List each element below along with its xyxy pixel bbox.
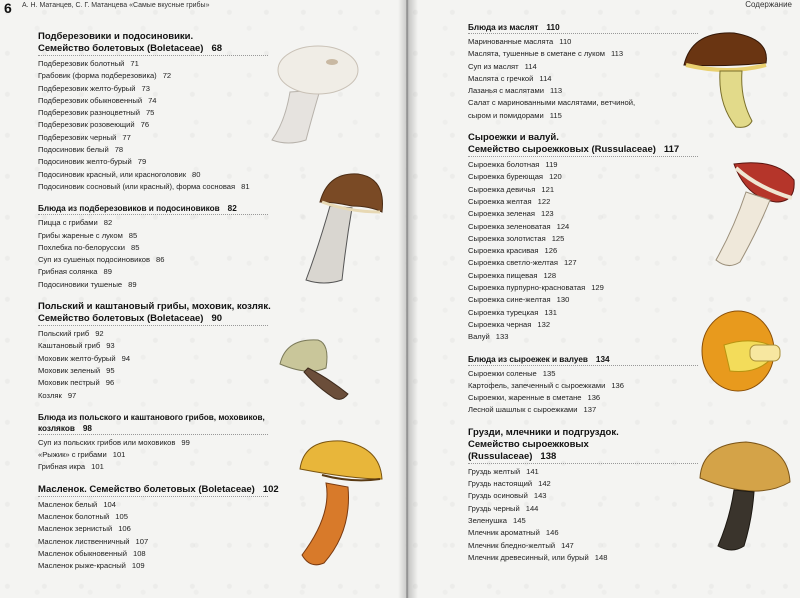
birch-bolete-illustration [260, 22, 370, 147]
toc-entry-page: 122 [537, 196, 551, 206]
toc-entry-page: 110 [559, 37, 572, 46]
toc-entry-page: 145 [513, 515, 526, 525]
section-page-number: 102 [262, 483, 279, 495]
toc-entry-page: 131 [544, 307, 557, 317]
book-gutter [398, 0, 418, 598]
right-page [408, 0, 800, 598]
toc-entry-title: Подосиновик белый [38, 145, 109, 155]
toc-entry-title: Масленок зернистый [38, 524, 113, 534]
toc-entry-page: 101 [112, 450, 126, 460]
section-title-text: Польский и каштановый грибы, моховик, козляк. [38, 301, 271, 313]
toc-entry-title: Млечник древесинный, или бурый [468, 552, 589, 562]
suillus-right-illustration [678, 25, 778, 135]
section-title [38, 301, 338, 313]
toc-entry [38, 230, 338, 242]
section-page-number: 117 [663, 144, 680, 156]
toc-entry-page: 97 [67, 390, 77, 400]
toc-entry-page: 78 [114, 145, 124, 155]
toc-entry-title: Подберезовик обыкновенный [38, 95, 143, 105]
toc-entry [38, 254, 338, 266]
toc-entry-title: Масленок обыкновенный [38, 548, 127, 558]
section-title-text: Блюда из польского и каштанового грибов, моховиков, [38, 412, 265, 422]
section-page-number: 134 [595, 354, 610, 364]
toc-entry-title: Сыроежка золотистая [468, 233, 546, 243]
section-title [38, 203, 338, 214]
section-title-text: Масленок. Семейство болетовых (Boletaceae) [38, 483, 255, 495]
toc-entry-page: 72 [162, 71, 172, 81]
toc-entry-title: Подберезовик разноцветный [38, 108, 140, 118]
toc-entry-page: 107 [135, 536, 149, 546]
section-rule [468, 463, 698, 464]
toc-entry-page: 89 [103, 267, 112, 277]
toc-entry-title: Сыроежка сине-желтая [468, 295, 551, 305]
toc-entry-page: 132 [537, 319, 551, 329]
toc-entry-page: 108 [132, 548, 146, 558]
toc-entry [468, 282, 798, 294]
section-subtitle [38, 423, 338, 434]
toc-entry-title: Млечник бледно-желтый [468, 540, 556, 550]
toc-entry-title: сыром и помидорами [468, 110, 544, 120]
toc-entry-page: 106 [118, 524, 131, 534]
toc-entry-page: 77 [122, 132, 131, 142]
toc-entry-page: 142 [538, 479, 551, 489]
toc-entry-title: Сыроежка зеленоватая [468, 221, 551, 231]
section-title-text: Подберезовики и подосиновики. [38, 31, 194, 42]
toc-entry-page: 99 [181, 437, 190, 447]
section-subtitle [38, 313, 338, 325]
section-page-number: 138 [540, 450, 557, 462]
toc-entry-page: 136 [611, 380, 624, 390]
toc-entry-title: Маслята, тушенные в сметане с луком [468, 49, 605, 59]
toc-entry-title: Сыроежка светло-желтая [468, 258, 558, 268]
toc-entry-page: 86 [156, 255, 165, 265]
toc-entry [38, 169, 338, 181]
toc-entry-page: 80 [192, 169, 201, 179]
toc-entry-page: 71 [130, 59, 139, 68]
section-page-number: 68 [211, 43, 223, 54]
toc-entry-page: 123 [540, 209, 554, 219]
toc-entry [468, 404, 798, 416]
toc-entry [38, 242, 338, 254]
section-subtitle-text: Семейство сыроежковых (Russulaceae) [468, 144, 656, 156]
toc-entry-page: 113 [549, 86, 563, 96]
toc-entry-title: Моховик пестрый [38, 378, 100, 388]
toc-entry-page: 120 [549, 172, 562, 182]
toc-entry-page: 114 [539, 73, 552, 83]
toc-entry-title: Сыроежка буреющая [468, 172, 544, 182]
toc-entry-title: Моховик зеленый [38, 365, 101, 375]
toc-entry-title: Сыроежка турецкая [468, 307, 539, 317]
russula-yellow-illustration [694, 305, 794, 405]
toc-entry-title: Сыроежка болотная [468, 160, 540, 170]
section-title-text: Блюда из сыроежек и валуев [468, 354, 588, 364]
toc-entry-page: 125 [551, 233, 565, 243]
toc-entry-page: 115 [549, 110, 562, 120]
toc-entry-page: 74 [148, 95, 157, 105]
toc-entry-title: Грабовик (форма подберезовика) [38, 71, 157, 81]
toc-entry-page: 79 [137, 157, 147, 167]
toc-entry-title: Суп из маслят [468, 61, 519, 71]
toc-entry-page: 129 [591, 283, 604, 293]
toc-entry [38, 181, 338, 193]
toc-entry-title: Лазанья с маслятами [468, 86, 544, 96]
toc-entry [38, 217, 338, 229]
toc-entry-page: 73 [141, 83, 150, 93]
toc-entry-page: 96 [105, 378, 115, 388]
toc-entry-page: 136 [587, 393, 601, 403]
section-title-text: Грузди, млечники и подгруздок. [468, 426, 619, 438]
toc-entry-title: Сыроежка зеленая [468, 209, 535, 219]
toc-entry-title: Суп из польских грибов или моховиков [38, 437, 176, 447]
toc-entry-page: 128 [543, 270, 557, 280]
toc-entry-page: 89 [128, 279, 137, 289]
section-page-number: 82 [227, 204, 237, 214]
toc-entry [38, 156, 338, 168]
section-subtitle [468, 144, 798, 156]
toc-entry-page: 104 [103, 499, 116, 509]
toc-entry-page: 137 [583, 405, 597, 415]
section-subtitle-text: (Russulaceae) [468, 450, 533, 462]
toc-entry-page: 141 [526, 466, 539, 476]
section-page-number: 110 [546, 23, 560, 32]
suillus-illustration [282, 435, 392, 575]
toc-entry-title: Груздь настоящий [468, 479, 533, 489]
toc-entry-page: 75 [145, 108, 155, 118]
toc-entry-title: Подосиновик красный, или красноголовик [38, 169, 187, 179]
toc-entry-page: 85 [130, 242, 140, 252]
toc-entry-page: 82 [103, 218, 113, 228]
toc-section [38, 203, 338, 291]
section-rule [38, 496, 268, 497]
toc-entry-title: Масленок рыже-красный [38, 561, 126, 571]
toc-entry-page: 144 [525, 503, 539, 513]
toc-entry-title: Сыроежка красивая [468, 246, 539, 256]
toc-entry-page: 109 [131, 561, 145, 571]
toc-entry-title: Маринованные маслята [468, 37, 554, 46]
toc-entry-title: Сыроежка черная [468, 319, 532, 329]
toc-entry-page: 124 [556, 221, 570, 231]
toc-entry-page: 85 [128, 230, 138, 240]
toc-entry-title: Сыроежка пищевая [468, 270, 538, 280]
section-title-text: Блюда из подберезовиков и подосиновиков [38, 204, 220, 214]
milk-cap-illustration [696, 438, 796, 558]
toc-entry-title: Моховик желто-бурый [38, 353, 116, 363]
toc-entry-title: Масленок лиственничный [38, 536, 130, 546]
section-rule [38, 214, 268, 215]
toc-entry-title: Маслята с гречкой [468, 73, 534, 83]
page-number: 6 [4, 0, 12, 16]
toc-entry-page: 76 [140, 120, 150, 130]
toc-entry-title: Подберезовик желто-бурый [38, 83, 136, 93]
toc-entry-page: 101 [91, 462, 104, 472]
toc-entry-title: Груздь желтый [468, 466, 521, 476]
toc-entry-page: 113 [610, 49, 624, 59]
toc-entry-title: Груздь осиновый [468, 491, 528, 501]
section-rule [468, 365, 698, 366]
section-title-text: Блюда из маслят [468, 23, 539, 32]
toc-entry-title: Грибная икра [38, 462, 86, 472]
toc-entry-title: Пицца с грибами [38, 218, 98, 228]
aspen-bolete-illustration [300, 168, 390, 288]
toc-entry-title: Каштановый гриб [38, 341, 101, 351]
toc-entry-page: 81 [241, 181, 250, 191]
toc-entry-page: 95 [106, 365, 115, 375]
toc-entry-page: 105 [115, 512, 128, 522]
section-page-number: 98 [82, 423, 92, 433]
toc-entry-page: 147 [561, 540, 574, 550]
section-rule [38, 325, 268, 326]
toc-entry-title: Масленок белый [38, 499, 98, 509]
toc-entry-title: Сыроежки соленые [468, 368, 537, 378]
section-title [38, 412, 338, 423]
toc-entry-title: Млечник ароматный [468, 528, 540, 538]
toc-entry-title: Похлебка по-белорусски [38, 242, 125, 252]
section-rule [468, 33, 698, 34]
section-subtitle-text: Семейство болетовых (Boletaceae) [38, 43, 204, 54]
section-title [468, 427, 798, 439]
toc-entry-title: Зеленушка [468, 515, 508, 525]
toc-entry-page: 93 [106, 341, 115, 351]
toc-entry-title: Подберезовик болотный [38, 59, 125, 68]
section-title-text: Сыроежки и валуй. [468, 132, 559, 144]
running-head: А. Н. Матанцев, С. Г. Матанцева «Самые вкусные грибы» [22, 2, 210, 9]
bay-bolete-illustration [278, 334, 358, 404]
toc-entry-title: Сыроежка пурпурно-красноватая [468, 283, 586, 293]
toc-entry-title: Подосиновик сосновый (или красный), форма сосновая [38, 181, 236, 191]
toc-entry-title: Картофель, запеченный с сыроежками [468, 380, 606, 390]
toc-entry-title: Валуй [468, 332, 490, 342]
section-rule [38, 55, 268, 56]
toc-entry-title: Подберезовик розовеющий [38, 120, 135, 130]
toc-entry-page: 148 [594, 552, 608, 562]
toc-entry-page: 119 [545, 160, 558, 170]
section-subtitle-text: козляков [38, 423, 75, 433]
toc-entry-title: Подосиновик желто-бурый [38, 157, 132, 167]
toc-entry-page: 130 [556, 295, 570, 305]
section-subtitle-text: Семейство болетовых (Boletaceae) [38, 313, 204, 325]
toc-entry-page: 133 [495, 332, 509, 342]
toc-entry [38, 279, 338, 291]
toc-entry-title: Польский гриб [38, 329, 90, 339]
toc-entry-title: Масленок болотный [38, 512, 110, 522]
toc-entry-title: Лесной шашлык с сыроежками [468, 405, 578, 415]
section-subtitle-text: Семейство сыроежковых [468, 438, 589, 450]
toc-entry-title: Суп из сушеных подосиновиков [38, 255, 151, 265]
toc-entry-page: 92 [95, 329, 104, 339]
toc-entry-title: Подберезовик черный [38, 132, 117, 142]
toc-entry-title: Грибы жареные с луком [38, 230, 123, 240]
toc-entry-page: 114 [524, 61, 537, 71]
toc-entry-page: 143 [533, 491, 547, 501]
toc-entry-title: Груздь черный [468, 503, 520, 513]
toc-entry-page: 135 [542, 368, 556, 378]
toc-entry-title: Сыроежка девичья [468, 184, 536, 194]
toc-entry-page: 126 [544, 246, 558, 256]
section-rule [468, 156, 698, 157]
toc-entry-title: «Рыжик» с грибами [38, 450, 107, 460]
toc-entry-title: Подосиновики тушеные [38, 279, 123, 289]
toc-entry-title: Сыроежки, жаренные в сметане [468, 393, 582, 403]
toc-entry-title: Сыроежка желтая [468, 196, 532, 206]
running-head-right: Содержание [745, 0, 792, 9]
section-rule [38, 434, 268, 435]
toc-entry-page: 121 [541, 184, 555, 194]
toc-entry-title: Салат с маринованными маслятами, ветчиной, [468, 98, 636, 108]
toc-entry-page: 127 [563, 258, 577, 268]
toc-entry-title: Козляк [38, 390, 62, 400]
toc-entry-page: 146 [545, 528, 559, 538]
toc-entry [38, 266, 338, 278]
toc-entry-title: Грибная солянка [38, 267, 98, 277]
russula-illustration [706, 158, 800, 278]
section-page-number: 90 [211, 313, 223, 325]
toc-entry-page: 94 [121, 353, 131, 363]
